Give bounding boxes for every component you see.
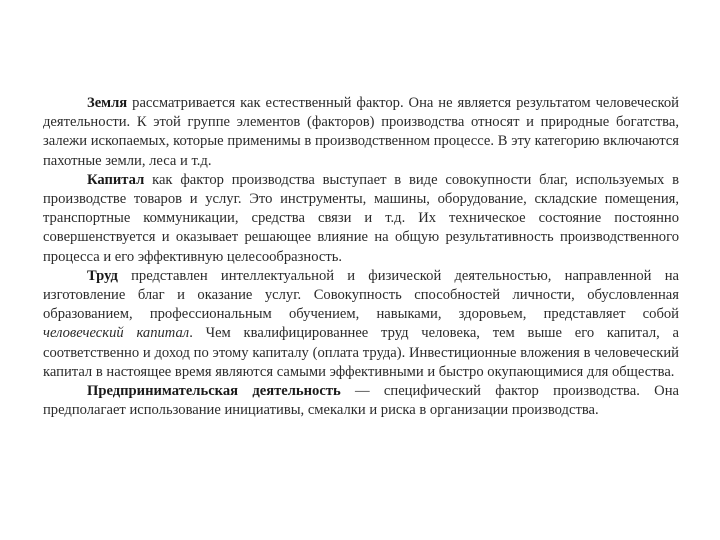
- paragraph-land: [43, 94, 679, 171]
- term-labor: Труд: [87, 267, 118, 284]
- term-capital: Капитал: [87, 171, 145, 188]
- paragraph-labor-text-after: . Чем квалифицированнее труд человека, тем выше его капитал, а соответственно и доход по этому капиталу (оплата труда). Инвестиционные вложения в человеческий капитал в настоящее время являются самыми эффективными и быстро окупающимися для общества.: [43, 325, 680, 380]
- paragraph-entrepreneurship: [43, 382, 679, 420]
- paragraph-land-text: рассматривается как естественный фактор. Она не является результатом человеческой деятельности. К этой группе элементов (факторов) производства относят и природные богатства, залежи ископаемых, которые применимы в производственном процессе. В эту категорию включаются пахотные земли, леса и т.д.: [43, 95, 679, 169]
- paragraph-labor-text-before: представлен интеллектуальной и физической деятельностью, направленной на изготовление благ и оказание услуг. Совокупность способностей личности, обусловленная образованием, профессиональным обучением, навыками, здоровьем, представляет собой: [43, 267, 679, 323]
- factors-of-production-text: [43, 94, 679, 420]
- paragraph-capital: [43, 171, 679, 267]
- paragraph-entrepreneurship-text: — специфический фактор производства. Она предполагает использование инициативы, смекалки и риска в организации производства.: [43, 383, 680, 419]
- term-land: Земля: [87, 95, 128, 111]
- human-capital-emphasis: человеческий капитал: [43, 325, 190, 342]
- term-entrepreneurship: Предпринимательская деятельность: [87, 383, 341, 400]
- paragraph-capital-text: как фактор производства выступает в виде совокупности благ, используемых в производстве товаров и услуг. Это инструменты, машины, оборудование, складские помещения, транспортные коммуникации, средства связи и т.д. Их техническое состояние постоянно совершенствуется и оказывает решающее влияние на общую результативность производственного процесса и его эффективную целесообразность.: [43, 171, 679, 265]
- paragraph-labor: [43, 267, 679, 382]
